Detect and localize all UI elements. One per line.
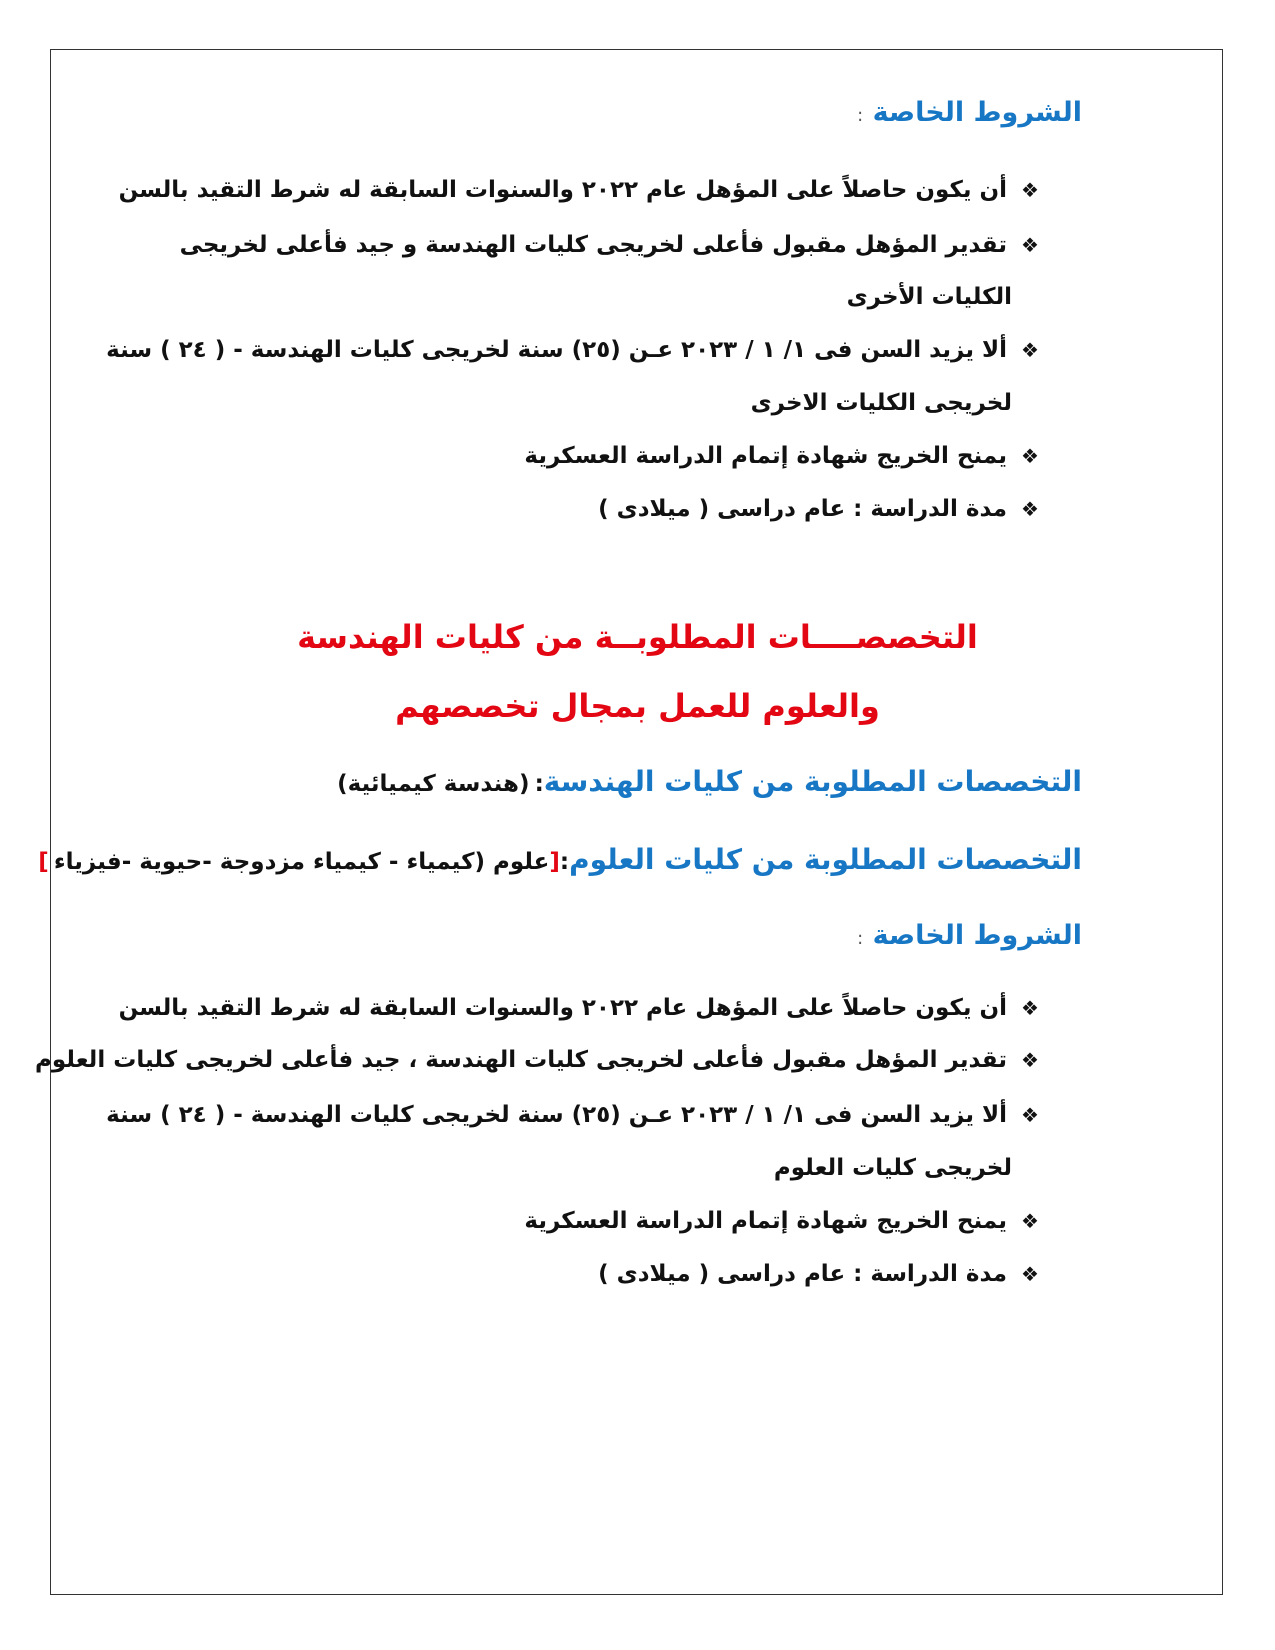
spec-engineering-row <box>337 765 1082 798</box>
spec-engineering-label: التخصصات المطلوبة من كليات الهندسة <box>543 765 1082 798</box>
section1-bullet-3 <box>106 337 1045 363</box>
title-line-1: التخصصــــات المطلوبــة من كليات الهندسة <box>297 618 978 656</box>
bullet-diamond-icon: ❖ <box>1021 996 1039 1020</box>
section2-bullet-5 <box>598 1261 1045 1287</box>
bullet-diamond-icon: ❖ <box>1021 1048 1039 1072</box>
section1-bullet-4 <box>524 443 1045 469</box>
bullet-diamond-icon: ❖ <box>1021 1103 1039 1127</box>
section1-bullet-2-continuation: الكليات الأخرى <box>846 284 1012 310</box>
section1-bullet-1 <box>119 177 1045 203</box>
bullet-diamond-icon: ❖ <box>1021 338 1039 362</box>
spec-science-open-bracket: [ <box>549 849 560 875</box>
spec-science-colon: : <box>559 849 570 875</box>
section2-bullet-3 <box>106 1102 1045 1128</box>
section2-bullet-4 <box>524 1208 1045 1234</box>
bullet-text: مدة الدراسة : عام دراسى ( ميلادى ) <box>598 496 1007 522</box>
spec-engineering-value: (هندسة كيميائية) <box>337 771 530 797</box>
bullet-text: يمنح الخريج شهادة إتمام الدراسة العسكرية <box>524 1208 1007 1234</box>
section2-heading-colon: : <box>857 928 864 949</box>
section2-heading <box>857 920 1082 951</box>
section2-bullet-1 <box>119 995 1045 1021</box>
section1-heading-text: الشروط الخاصة <box>872 97 1082 128</box>
bullet-text: يمنح الخريج شهادة إتمام الدراسة العسكرية <box>524 443 1007 469</box>
section1-bullet-5 <box>598 496 1045 522</box>
spec-science-label: التخصصات المطلوبة من كليات العلوم <box>569 843 1082 876</box>
bullet-text: تقدير المؤهل مقبول فأعلى لخريجى كليات الهندسة ، جيد فأعلى لخريجى كليات العلوم <box>35 1047 1007 1073</box>
bullet-text: تقدير المؤهل مقبول فأعلى لخريجى كليات الهندسة و جيد فأعلى لخريجى <box>179 232 1007 258</box>
section1-bullet-3-continuation: لخريجى الكليات الاخرى <box>750 390 1012 416</box>
spec-science-close-bracket: ] <box>38 849 49 875</box>
bullet-diamond-icon: ❖ <box>1021 497 1039 521</box>
section2-bullet-3-continuation: لخريجى كليات العلوم <box>773 1155 1012 1181</box>
bullet-diamond-icon: ❖ <box>1021 444 1039 468</box>
section1-bullet-2 <box>180 232 1045 258</box>
bullet-diamond-icon: ❖ <box>1021 1262 1039 1286</box>
section1-heading-colon: : <box>857 105 864 126</box>
spec-science-value: علوم (كيمياء - كيمياء مزدوجة -حيوية -فيزياء <box>53 849 550 875</box>
spec-science-row <box>38 843 1082 876</box>
section2-bullet-2 <box>35 1047 1045 1073</box>
bullet-text: ألا يزيد السن فى ١/ ١ / ٢٠٢٣ عـن (٢٥) سنة لخريجى كليات الهندسة - ( ٢٤ ) سنة <box>106 337 1007 363</box>
section1-heading <box>857 97 1082 128</box>
page-border <box>50 49 1223 1595</box>
bullet-diamond-icon: ❖ <box>1021 1209 1039 1233</box>
section2-heading-text: الشروط الخاصة <box>872 920 1082 951</box>
bullet-text: ألا يزيد السن فى ١/ ١ / ٢٠٢٣ عـن (٢٥) سنة لخريجى كليات الهندسة - ( ٢٤ ) سنة <box>106 1102 1007 1128</box>
bullet-text: مدة الدراسة : عام دراسى ( ميلادى ) <box>598 1261 1007 1287</box>
spec-engineering-colon: : <box>534 771 544 797</box>
bullet-text: أن يكون حاصلاً على المؤهل عام ٢٠٢٢ والسنوات السابقة له شرط التقيد بالسن <box>118 177 1007 203</box>
bullet-text: أن يكون حاصلاً على المؤهل عام ٢٠٢٢ والسنوات السابقة له شرط التقيد بالسن <box>118 995 1007 1021</box>
bullet-diamond-icon: ❖ <box>1021 178 1039 202</box>
bullet-diamond-icon: ❖ <box>1021 233 1039 257</box>
title-line-2: والعلوم للعمل بمجال تخصصهم <box>395 687 880 725</box>
